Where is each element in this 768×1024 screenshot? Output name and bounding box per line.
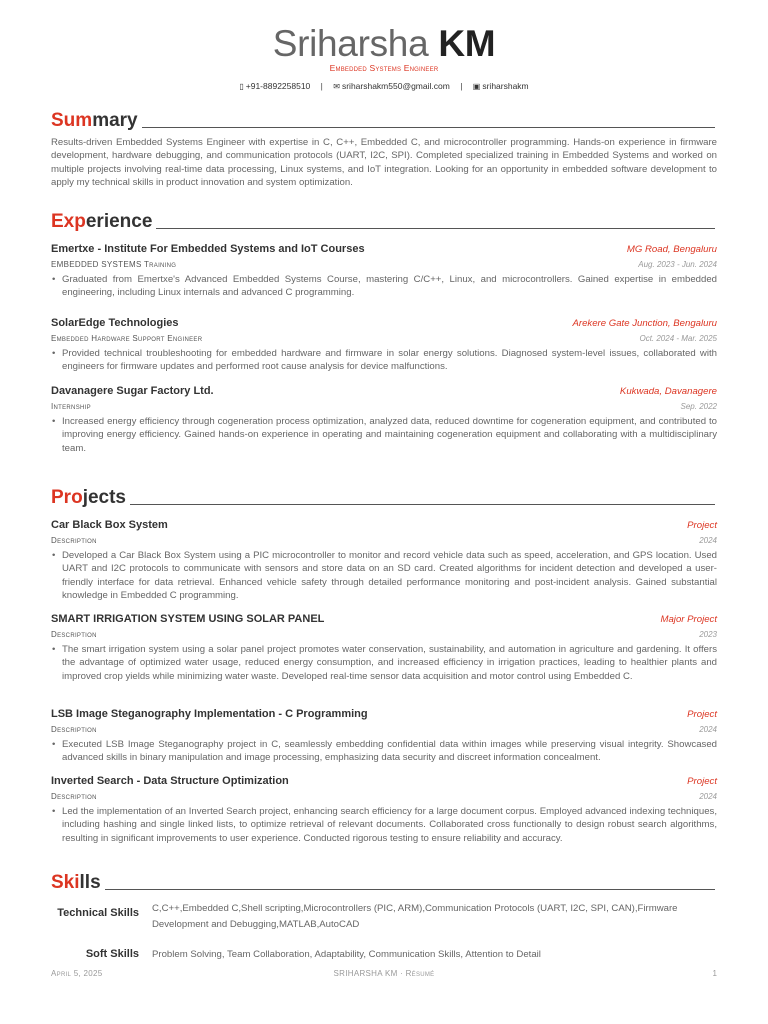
- skill-row-soft: [51, 944, 717, 963]
- entry-title: Emertxe - Institute For Embedded Systems and IoT Courses: [51, 243, 365, 255]
- entry-bullet: • The smart irrigation system using a solar panel project promotes water conservation, sustainability, and automation in agriculture and gardening. It offers the advantage of optimized water usage, reduced energy consumption, and increased efficiency in irrigation practices, leading to healthier plants and improved crop yields while minimizing water waste. Developed real-time sensor data acquisition and motor control using Embedded C.: [51, 643, 717, 683]
- skill-values: Problem Solving, Team Collaboration, Adaptability, Communication Skills, Attention to Detail: [152, 949, 541, 960]
- project-entry: [51, 775, 717, 845]
- summary-heading-rest: mary: [92, 110, 138, 131]
- linkedin-link[interactable]: sriharshakm: [482, 81, 529, 91]
- summary-text: Results-driven Embedded Systems Engineer with expertise in C, C++, Embedded C, and microcontroller programming. Hands-on experience in firmware development, hardware debugging, and communication protocols (UART, I2C, SPI). Completed specialized training in Embedded Systems and worked on multiple projects involving real-time data processing, Linux systems, and IoT integration. Looking for an opportunity in embedded software development to apply my technical skills in product innovation and system optimization.: [51, 137, 717, 189]
- contact-line: [0, 81, 768, 91]
- summary-heading-accent: Sum: [51, 110, 93, 131]
- skill-category: Technical Skills: [57, 907, 139, 919]
- skill-category: Soft Skills: [85, 948, 139, 960]
- entry-date: Sep. 2022: [680, 402, 717, 411]
- entry-bullet: • Graduated from Emertxe's Advanced Embedded Systems Course, mastering C/C++, Linux, and microcontrollers. Gained expertise in embedded engineering, including Linux internals and advanced C programming.: [51, 273, 717, 300]
- separator: |: [460, 81, 463, 91]
- entry-subtitle: EMBEDDED SYSTEMS Training: [51, 260, 177, 269]
- entry-bullet: • Developed a Car Black Box System using a PIC microcontroller to monitor and record vehicle data such as speed, acceleration, and GPS location. Used UART and I2C protocols to communicate with sensors and store data on an SD card. Created algorithms for incident detection and developed a user-friendly interface for data retrieval. Enhanced vehicle safety through detailed performance monitoring and post-incident analysis. Gained substantial knowledge in Embedded C programming.: [51, 549, 717, 603]
- project-entry: [51, 519, 717, 603]
- mobile-icon: ▯: [239, 82, 244, 91]
- entry-title: Car Black Box System: [51, 519, 168, 531]
- entry-subtitle: Internship: [51, 402, 91, 411]
- entry-location: Kukwada, Davanagere: [619, 386, 717, 397]
- entry-location: Arekere Gate Junction, Bengaluru: [572, 318, 717, 329]
- envelope-icon: ✉: [333, 82, 340, 91]
- section-rule: [105, 889, 715, 890]
- section-rule: [156, 228, 715, 229]
- entry-location: MG Road, Bengaluru: [626, 244, 717, 255]
- skills-heading-rest: lls: [79, 872, 101, 893]
- separator: |: [320, 81, 323, 91]
- entry-subtitle: Description: [51, 630, 97, 639]
- experience-heading: [51, 209, 715, 233]
- projects-heading: [51, 485, 715, 509]
- entry-bullet: • Increased energy efficiency through cogeneration process optimization, analyzed data, reduced downtime for cogeneration equipment, and contributed to improving energy efficiency. Gained hands-on experience in operating and maintaining cogeneration equipment and collaborating with a multidisciplinary team.: [51, 415, 717, 455]
- page-number: 1: [712, 969, 717, 978]
- experience-heading-accent: Exp: [51, 211, 86, 232]
- entry-subtitle: Embedded Hardware Support Engineer: [51, 334, 203, 343]
- entry-date: 2023: [699, 630, 717, 639]
- phone-number[interactable]: +91-8892258510: [245, 81, 311, 91]
- entry-date: Aug. 2023 - Jun. 2024: [638, 260, 717, 269]
- skill-values: C,C++,Embedded C,Shell scripting,Microcontrollers (PIC, ARM),Communication Protocols (UART, I2C, SPI, CAN),Firmware Development and Debugging,MATLAB,AutoCAD: [152, 903, 678, 930]
- entry-title: SMART IRRIGATION SYSTEM USING SOLAR PANEL: [51, 613, 325, 625]
- skills-heading-accent: Ski: [51, 872, 80, 893]
- candidate-name: [0, 22, 768, 66]
- job-position: Embedded Systems Engineer: [329, 63, 439, 73]
- entry-bullet: • Led the implementation of an Inverted Search project, enhancing search efficiency for a large document corpus. Employed advanced indexing techniques, including hashing and single linked lists, to optimize retrieval of relevant documents. Collaborated cross functionally to design robust search algorithms, resulting in significant improvements to user experience. Conducted rigorous testing to ensure reliability and accuracy.: [51, 805, 717, 845]
- section-rule: [142, 127, 715, 128]
- last-name: KM: [438, 23, 496, 64]
- entry-title: Inverted Search - Data Structure Optimization: [51, 775, 289, 787]
- skill-row-technical: [51, 901, 717, 933]
- entry-title: SolarEdge Technologies: [51, 317, 179, 329]
- entry-location: Major Project: [660, 614, 717, 625]
- entry-date: Oct. 2024 - Mar. 2025: [639, 334, 717, 343]
- entry-subtitle: Description: [51, 725, 97, 734]
- project-entry: [51, 708, 717, 765]
- summary-heading: [51, 108, 715, 132]
- entry-location: Project: [687, 776, 717, 787]
- entry-date: 2024: [699, 792, 717, 801]
- first-name: Sriharsha: [272, 23, 429, 64]
- entry-subtitle: Description: [51, 792, 97, 801]
- linkedin-icon: ▣: [472, 82, 481, 91]
- skills-heading: [51, 870, 715, 894]
- footer-date: April 5, 2025: [51, 969, 103, 978]
- entry-title: Davanagere Sugar Factory Ltd.: [51, 385, 214, 397]
- entry-subtitle: Description: [51, 536, 97, 545]
- entry-bullet: • Provided technical troubleshooting for embedded hardware and firmware in solar energy solutions. Diagnosed system-level issues, collaborated with engineers for firmware updates and performed root cause analysis for device malfunctions.: [51, 347, 717, 374]
- projects-heading-rest: jects: [82, 487, 126, 508]
- entry-date: 2024: [699, 536, 717, 545]
- experience-entry: [51, 243, 717, 300]
- entry-location: Project: [687, 709, 717, 720]
- experience-heading-rest: erience: [85, 211, 153, 232]
- project-entry: [51, 613, 717, 683]
- entry-bullet: • Executed LSB Image Steganography project in C, seamlessly embedding confidential data within images while preserving visual integrity. Showcased advanced skills in binary manipulation and image processing, emphasizing data security and discreet information concealment.: [51, 738, 717, 765]
- experience-entry: [51, 317, 717, 374]
- section-rule: [130, 504, 715, 505]
- entry-title: LSB Image Steganography Implementation - C Programming: [51, 708, 368, 720]
- experience-entry: [51, 385, 717, 455]
- email-link[interactable]: sriharshakm550@gmail.com: [341, 81, 450, 91]
- projects-heading-accent: Pro: [51, 487, 83, 508]
- entry-location: Project: [687, 520, 717, 531]
- entry-date: 2024: [699, 725, 717, 734]
- footer-center: SRIHARSHA KM · Résumé: [333, 969, 435, 978]
